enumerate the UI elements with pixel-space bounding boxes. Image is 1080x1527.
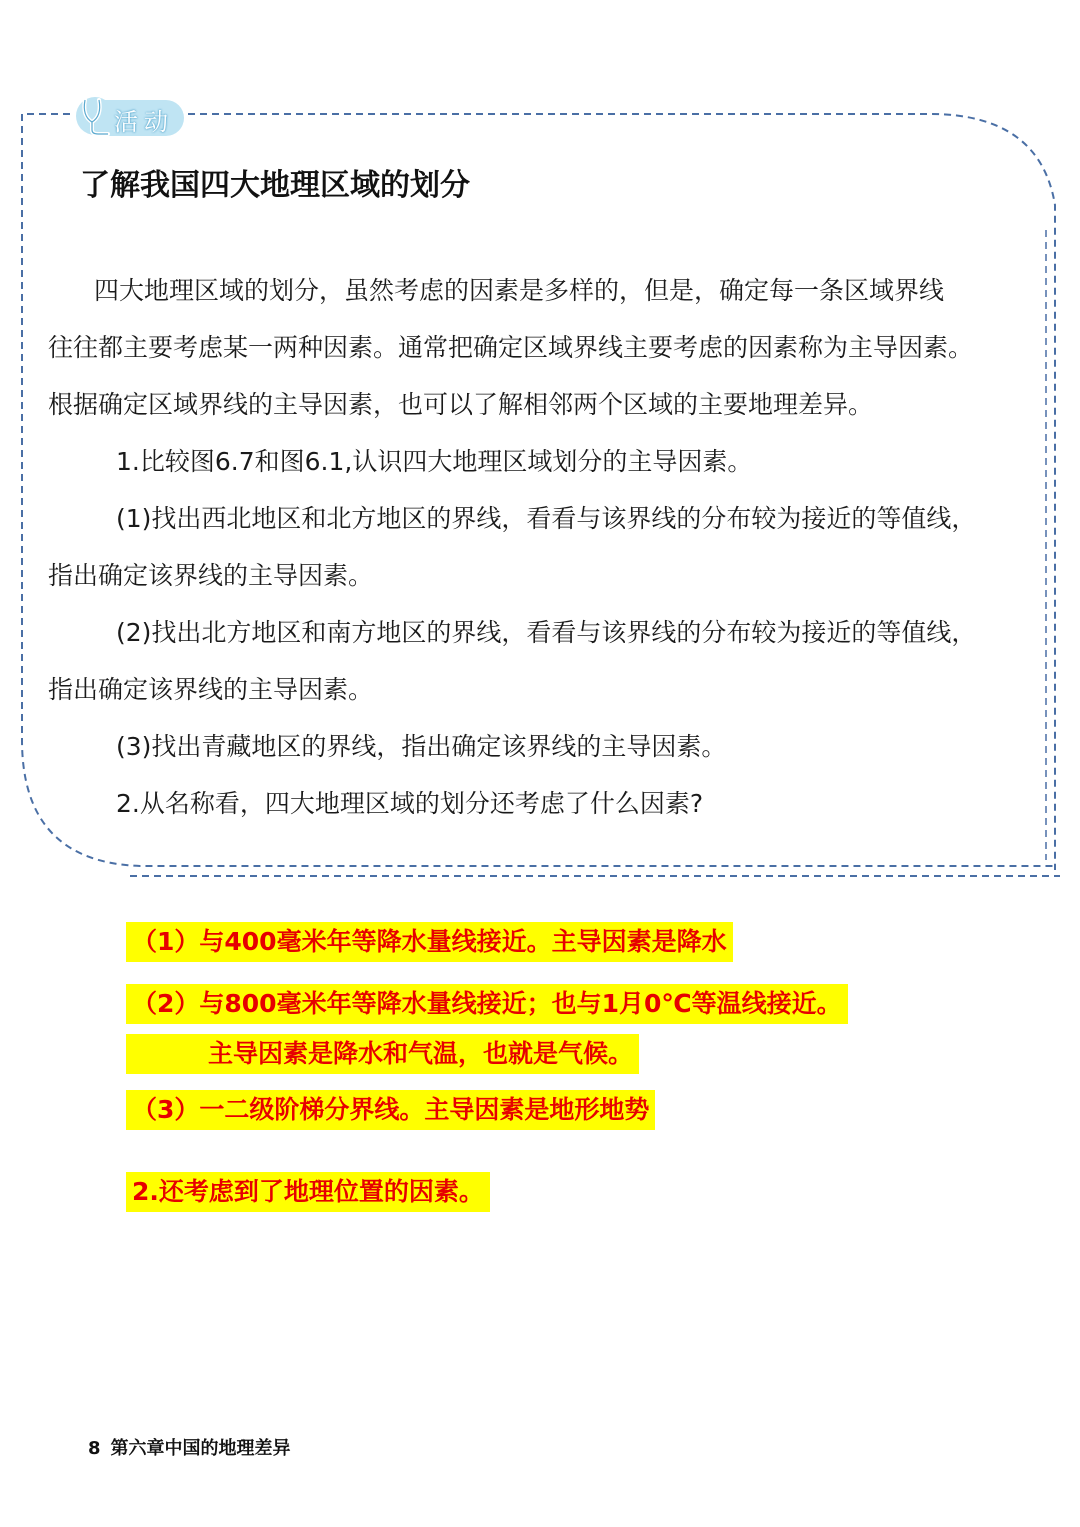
page-footer — [88, 1434, 291, 1460]
question-1: 1.比较图6.7和图6.1,认识四大地理区域划分的主导因素。 — [116, 447, 753, 476]
intro-line-3: 根据确定区域界线的主导因素，也可以了解相邻两个区域的主要地理差异。 — [48, 390, 874, 419]
page-number: 8 — [88, 1438, 101, 1459]
chapter-title: 第六章中国的地理差异 — [110, 1438, 291, 1459]
intro-line-2: 往往都主要考虑某一两种因素。通常把确定区域界线主要考虑的因素称为主导因素。 — [48, 333, 974, 362]
question-1-1-line-2: 指出确定该界线的主导因素。 — [48, 561, 374, 590]
question-2: 2.从名称看，四大地理区域的划分还考虑了什么因素? — [116, 789, 704, 818]
answer-1: （1）与400毫米年等降水量线接近。主导因素是降水 — [126, 922, 733, 962]
question-1-3: (3)找出青藏地区的界线，指出确定该界线的主导因素。 — [116, 732, 727, 761]
activity-badge — [68, 86, 188, 140]
activity-body — [48, 262, 1048, 832]
answer-2-line-1: （2）与800毫米年等降水量线接近；也与1月0℃等温线接近。 — [126, 984, 848, 1024]
answer-3: （3）一二级阶梯分界线。主导因素是地形地势 — [126, 1090, 655, 1130]
intro-line-1: 四大地理区域的划分，虽然考虑的因素是多样的，但是，确定每一条区域界线 — [94, 276, 945, 305]
question-1-2-line-2: 指出确定该界线的主导因素。 — [48, 675, 374, 704]
section-title: 了解我国四大地理区域的划分 — [80, 168, 470, 203]
answer-4: 2.还考虑到了地理位置的因素。 — [126, 1172, 490, 1212]
question-1-2-line-1: (2)找出北方地区和南方地区的界线，看看与该界线的分布较为接近的等值线， — [116, 618, 977, 647]
answer-2-line-2: 主导因素是降水和气温，也就是气候。 — [126, 1034, 639, 1074]
question-1-1-line-1: (1)找出西北地区和北方地区的界线，看看与该界线的分布较为接近的等值线， — [116, 504, 977, 533]
badge-label: 活动 — [114, 108, 174, 136]
